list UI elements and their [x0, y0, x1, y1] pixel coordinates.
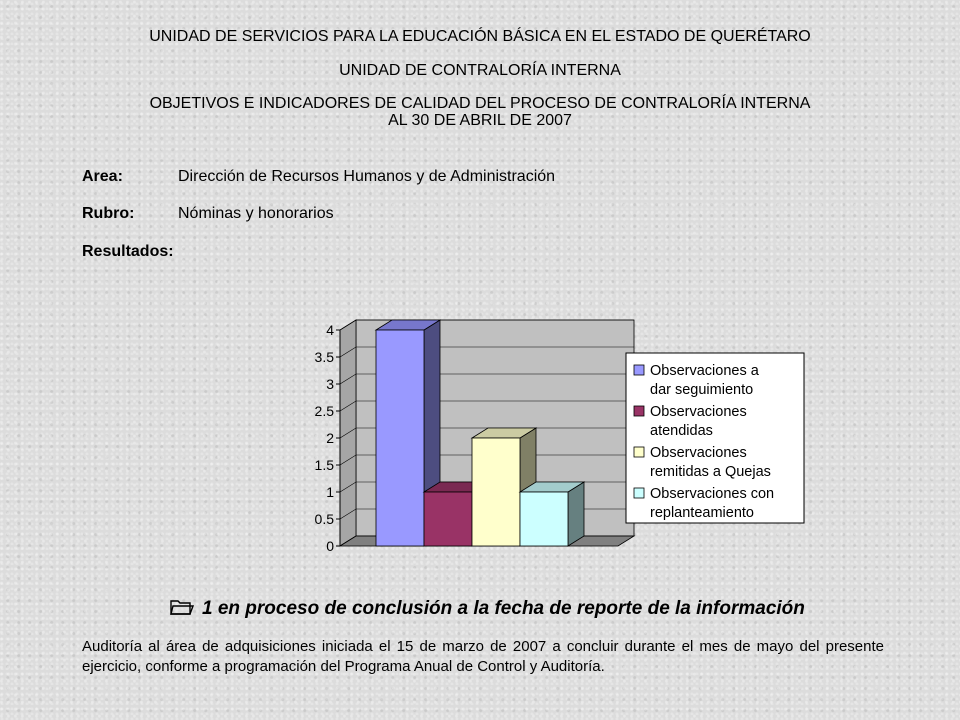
y-tick-label: 0	[326, 538, 334, 554]
bar-chart	[308, 312, 808, 558]
header-line-1: UNIDAD DE SERVICIOS PARA LA EDUCACIÓN BÁSICA EN EL ESTADO DE QUERÉTARO	[149, 28, 811, 45]
legend-entry-line2: atendidas	[650, 423, 713, 439]
legend-entry-line2: replanteamiento	[650, 505, 754, 521]
y-tick-label: 0.5	[314, 511, 334, 527]
y-tick-label: 4	[326, 322, 334, 338]
legend-swatch	[634, 406, 644, 416]
bar	[520, 482, 584, 546]
legend-swatch	[634, 447, 644, 457]
legend-swatch	[634, 365, 644, 375]
note-line	[170, 597, 805, 620]
y-tick-label: 2.5	[314, 403, 334, 419]
legend-entry-line2: dar seguimiento	[650, 382, 754, 398]
rubro-label: Rubro:	[82, 205, 135, 222]
y-tick-label: 3	[326, 376, 334, 392]
chart-legend	[626, 353, 804, 523]
folder-icon	[170, 597, 194, 617]
legend-swatch	[634, 488, 644, 498]
note-text: 1 en proceso de conclusión a la fecha de reporte de la información	[202, 598, 805, 619]
legend-entry-line1: Observaciones a	[650, 363, 759, 379]
legend-entry-line2: remitidas a Quejas	[650, 464, 771, 480]
bar-front	[472, 438, 520, 546]
y-tick-label: 1	[326, 484, 334, 500]
bar-side	[568, 482, 584, 546]
y-tick-label: 2	[326, 430, 334, 446]
area-value: Dirección de Recursos Humanos y de Administración	[178, 168, 556, 185]
y-tick-label: 1.5	[314, 457, 334, 473]
y-tick-label: 3.5	[314, 349, 334, 365]
header-line-2: UNIDAD DE CONTRALORÍA INTERNA	[339, 62, 621, 79]
bar-front	[376, 330, 424, 546]
area-label: Area:	[82, 168, 123, 185]
bar-front	[424, 492, 472, 546]
legend-entry-line1: Observaciones	[650, 445, 747, 461]
audit-paragraph: Auditoría al área de adquisiciones iniciada el 15 de marzo de 2007 a concluir durante el mes de mayo del presente ejercicio, conforme a programación del Programa Anual de Control y Auditoría.	[82, 638, 884, 675]
legend-entry-line1: Observaciones	[650, 404, 747, 420]
resultados-label: Resultados:	[82, 243, 174, 260]
y-axis	[315, 322, 340, 554]
header-line-4: AL 30 DE ABRIL DE 2007	[388, 112, 572, 129]
header-line-3: OBJETIVOS E INDICADORES DE CALIDAD DEL PROCESO DE CONTRALORÍA INTERNA	[149, 95, 811, 112]
legend-entry-line1: Observaciones con	[650, 486, 775, 502]
rubro-value: Nóminas y honorarios	[178, 205, 334, 222]
bar-front	[520, 492, 568, 546]
